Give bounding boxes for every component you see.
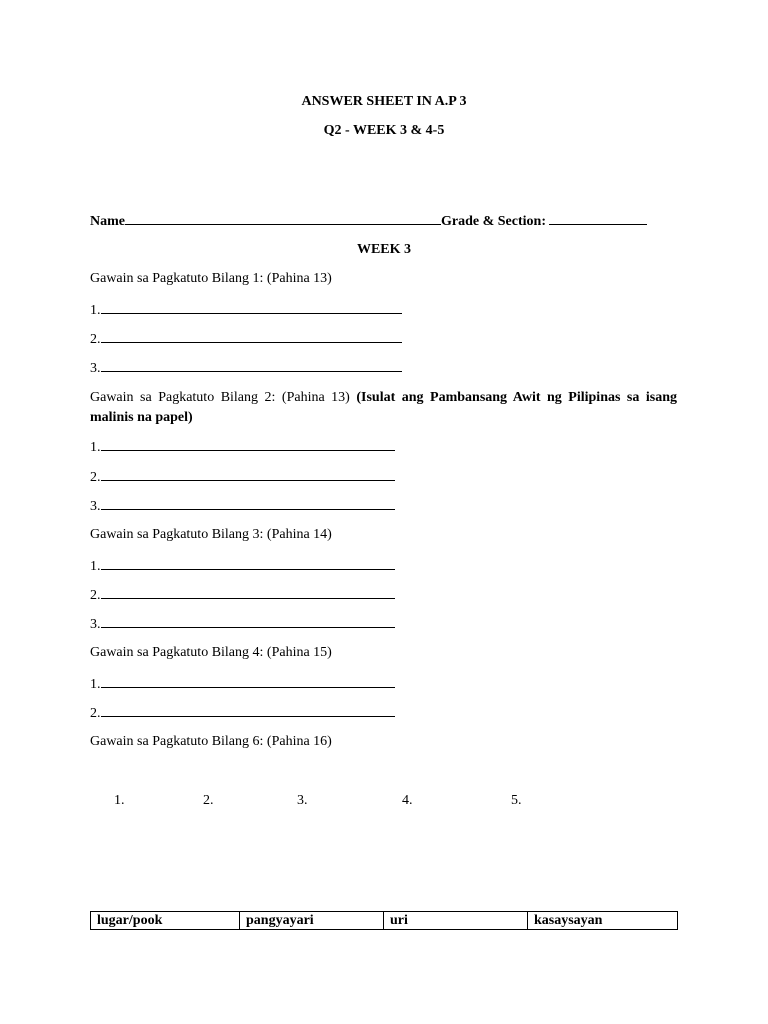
week-heading: WEEK 3 bbox=[356, 242, 412, 257]
answer-line: 1. bbox=[90, 438, 395, 456]
activity-6-label: Gawain sa Pagkatuto Bilang 6: (Pahina 16) bbox=[90, 734, 332, 749]
answer-line: 2. bbox=[90, 330, 402, 348]
grade-section-field[interactable] bbox=[549, 212, 647, 225]
answer-blank[interactable] bbox=[101, 704, 395, 717]
answer-line: 1. bbox=[90, 557, 395, 575]
name-label: Name bbox=[90, 214, 125, 229]
answer-blank[interactable] bbox=[101, 557, 395, 570]
table-header-cell: kasaysayan bbox=[528, 912, 678, 930]
activity-4-label: Gawain sa Pagkatuto Bilang 4: (Pahina 15) bbox=[90, 645, 332, 660]
answer-blank[interactable] bbox=[101, 497, 395, 510]
activity-2-label: Gawain sa Pagkatuto Bilang 2: (Pahina 13) (Isulat ang Pambansang Awit ng Pilipinas sa isang malinis na papel) bbox=[90, 390, 677, 425]
table-header-row bbox=[91, 912, 678, 930]
answer-blank[interactable] bbox=[101, 468, 395, 481]
answer-line: 3. bbox=[90, 615, 395, 633]
activity-2-note: (Isulat ang Pambansang Awit ng Pilipinas sa isang malinis na papel) bbox=[90, 390, 677, 425]
table-header-cell: lugar/pook bbox=[91, 912, 240, 930]
answer-line: 2. bbox=[90, 468, 395, 486]
answer-blank[interactable] bbox=[101, 359, 402, 372]
page-subtitle: Q2 - WEEK 3 & 4-5 bbox=[323, 123, 445, 138]
answer-blank[interactable] bbox=[101, 301, 402, 314]
table-header-cell: pangyayari bbox=[240, 912, 384, 930]
answer-blank[interactable] bbox=[101, 438, 395, 451]
student-info-row bbox=[90, 212, 647, 230]
number-item: 3. bbox=[297, 793, 308, 808]
answer-line: 3. bbox=[90, 497, 395, 515]
number-item: 4. bbox=[402, 793, 413, 808]
page-title: ANSWER SHEET IN A.P 3 bbox=[301, 94, 467, 109]
answer-blank[interactable] bbox=[101, 586, 395, 599]
answer-blank[interactable] bbox=[101, 675, 395, 688]
grade-section-label: Grade & Section: bbox=[441, 214, 546, 229]
answer-line: 2. bbox=[90, 586, 395, 604]
name-field[interactable] bbox=[125, 212, 441, 225]
answer-line: 3. bbox=[90, 359, 402, 377]
answer-line: 1. bbox=[90, 675, 395, 693]
answer-table bbox=[90, 911, 678, 930]
number-item: 5. bbox=[511, 793, 522, 808]
answer-blank[interactable] bbox=[101, 330, 402, 343]
activity-3-label: Gawain sa Pagkatuto Bilang 3: (Pahina 14) bbox=[90, 527, 332, 542]
number-item: 2. bbox=[203, 793, 214, 808]
number-item: 1. bbox=[114, 793, 125, 808]
answer-blank[interactable] bbox=[101, 615, 395, 628]
answer-line: 1. bbox=[90, 301, 402, 319]
table-header-cell: uri bbox=[384, 912, 528, 930]
activity-1-label: Gawain sa Pagkatuto Bilang 1: (Pahina 13) bbox=[90, 271, 332, 286]
answer-line: 2. bbox=[90, 704, 395, 722]
